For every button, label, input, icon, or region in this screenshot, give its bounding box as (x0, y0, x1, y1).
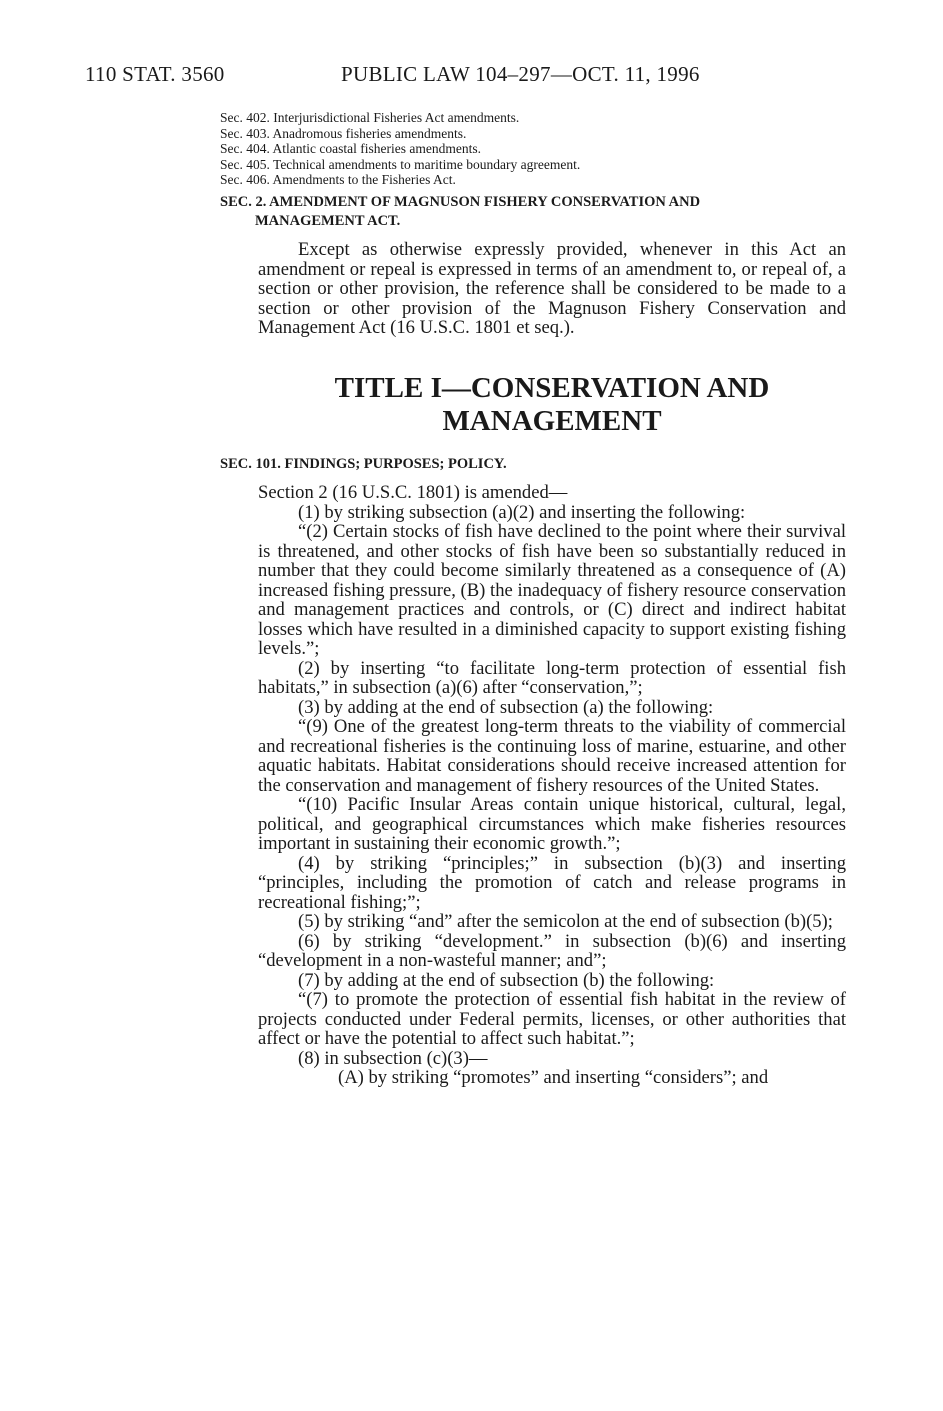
paragraph: (7) by adding at the end of subsection (b) the following: (298, 969, 715, 991)
section-2-heading-line2: MANAGEMENT ACT. (255, 213, 401, 229)
toc-row (220, 141, 840, 157)
paragraph: Section 2 (16 U.S.C. 1801) is amended— (258, 482, 568, 503)
toc-title: Technical amendments to maritime boundary agreement. (273, 156, 581, 172)
paragraph: “(2) Certain stocks of fish have declined to the point where their survival is threatened, and other stocks of fish have been so substantially reduced in number that they could become similarly threatened as a consequence of (A) increased fishing pressure, (B) the inadequacy of fishery resource conservation and management practices and controls, or (C) direct and indirect habitat losses which have resulted in a diminished capacity to support existing fishing levels.”; (258, 521, 846, 659)
toc-num: Sec. 405. (220, 156, 270, 172)
toc-num: Sec. 402. (220, 110, 270, 125)
toc-title: Atlantic coastal fisheries amendments. (272, 141, 481, 156)
toc-title: Interjurisdictional Fisheries Act amendments. (273, 110, 520, 125)
paragraph: (8) in subsection (c)(3)— (298, 1047, 488, 1069)
title-line1: TITLE I—CONSERVATION AND (334, 372, 770, 404)
toc-row (220, 126, 840, 142)
table-of-contents (220, 110, 840, 188)
section-101-heading (220, 455, 850, 474)
section-101-body (258, 483, 846, 1088)
toc-row (220, 157, 840, 173)
toc-row (220, 172, 840, 188)
statute-page-number: 110 STAT. 3560 (85, 62, 225, 86)
section-2-text: Except as otherwise expressly provided, whenever in this Act an amendment or repeal is expressed in terms of an amendment to, or repeal of, a section or other provision, the reference shall be considered to be made to a section or other provision of the Magnuson Fishery Conservation and Management Act (16 U.S.C. 1801 et seq.). (258, 239, 846, 338)
paragraph: “(10) Pacific Insular Areas contain unique historical, cultural, legal, political, and geographical circumstances which make fisheries resources important in sustaining their economic growth.”; (258, 794, 846, 854)
toc-title: Amendments to the Fisheries Act. (272, 172, 456, 187)
section-2-heading (220, 193, 850, 231)
title-line2: MANAGEMENT (442, 405, 662, 437)
paragraph: (2) by inserting “to facilitate long-term protection of essential fish habitats,” in subsection (a)(6) after “conservation,”; (258, 657, 846, 698)
toc-title: Anadromous fisheries amendments. (272, 125, 467, 141)
toc-num: Sec. 406. (220, 172, 270, 187)
section-101-heading-text: SEC. 101. FINDINGS; PURPOSES; POLICY. (220, 456, 507, 472)
paragraph: “(7) to promote the protection of essential fish habitat in the review of projects conducted under Federal permits, licenses, or other authorities that affect or have the potential to affect such habitat.”; (258, 989, 846, 1049)
paragraph: (4) by striking “principles;” in subsection (b)(3) and inserting “principles, including the promotion of catch and release programs in recreational fishing;”; (258, 852, 846, 913)
toc-row (220, 110, 840, 126)
paragraph: (1) by striking subsection (a)(2) and inserting the following: (298, 501, 746, 523)
public-law-citation: PUBLIC LAW 104–297—OCT. 11, 1996 (341, 62, 700, 86)
paragraph: (5) by striking “and” after the semicolon at the end of subsection (b)(5); (298, 911, 833, 932)
paragraph: (A) by striking “promotes” and inserting “considers”; and (338, 1067, 769, 1088)
paragraph: “(9) One of the greatest long-term threats to the viability of commercial and recreational fisheries is the continuing loss of marine, estuarine, and other aquatic habitats. Habitat considerations should receive increased attention for the conservation and management of fishery resources of the United States. (258, 716, 846, 796)
paragraph: (3) by adding at the end of subsection (a) the following: (298, 696, 714, 718)
paragraph: (6) by striking “development.” in subsection (b)(6) and inserting “development in a non-wasteful manner; and”; (258, 930, 846, 971)
section-2-heading-line1: SEC. 2. AMENDMENT OF MAGNUSON FISHERY CONSERVATION AND (220, 194, 701, 210)
toc-num: Sec. 403. (220, 125, 270, 141)
title-heading (258, 372, 846, 438)
toc-num: Sec. 404. (220, 141, 270, 156)
section-2-body (258, 240, 846, 338)
